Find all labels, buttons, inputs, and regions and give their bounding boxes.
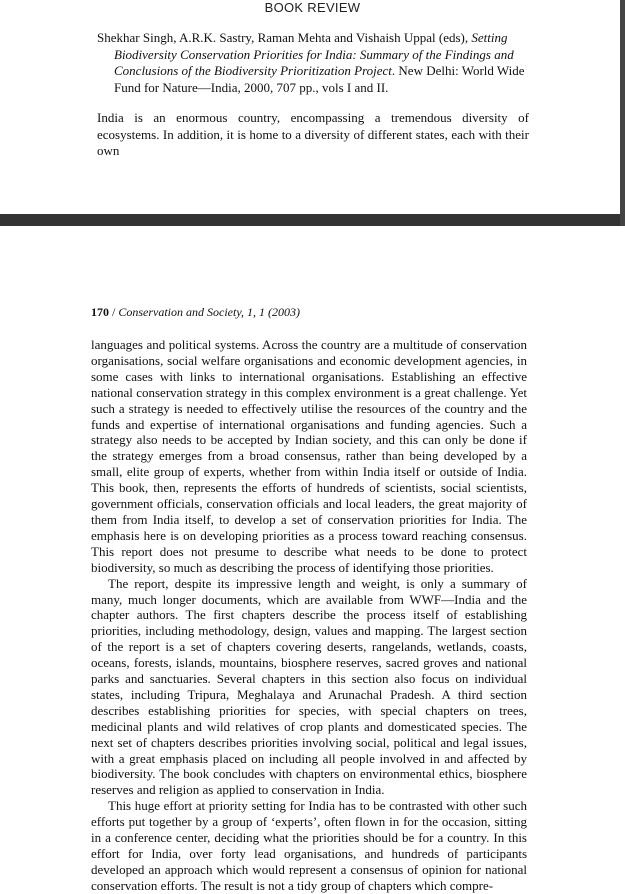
citation-publication: . New Delhi: World Wide Fund for Nature—India, 2000, 707 pp., vols I and II. <box>114 63 525 95</box>
page-one-fragment <box>0 0 625 214</box>
page-folio <box>91 305 300 320</box>
page-separator <box>0 214 625 226</box>
body-paragraph: The report, despite its impressive length and weight, is only a summary of many, much longer documents, which are available from WWF—India and the chapter authors. The first chapters describe the process itself of establishing priorities, including methodology, design, values and mapping. The largest section of the report is a set of chapters covering deserts, rangelands, wetlands, coasts, oceans, forests, islands, mountains, biosphere reserves, sacred groves and national parks and sanctuaries. Several chapters in this section also focus on individual states, including Tripura, Meghalaya and Arunachal Pradesh. A third section describes establishing priorities for species, with special chapters on trees, medicinal plants and wild relatives of crop plants and domesticated species. The next set of chapters describes priorities involving social, political and legal issues, with a great emphasis placed on including all people involved in and affected by biodiversity. The book concludes with chapters on environmental ethics, biosphere reserves and religion as applied to conservation in India. <box>91 575 527 798</box>
running-head: BOOK REVIEW <box>264 0 361 15</box>
body-paragraph: This huge effort at priority setting for India has to be contrasted with other such efforts put together by a group of ‘experts’, often flown in for the occasion, sitting in a conference center, deciding what the priorities should be for a country. In this effort for India, over forty lead organisations, and hundreds of participants developed an approach which would represent a consensus of opinion for national conservation efforts. The result is not a tidy group of chapters which compre- <box>91 798 527 893</box>
journal-citation: Conservation and Society, 1, 1 (2003) <box>118 305 300 319</box>
citation-title: Setting Biodiversity Conservation Priorities for India: Summary of the Findings and Conclusions of the Biodiversity Prioritization Project <box>114 30 514 79</box>
citation-authors: Shekhar Singh, A.R.K. Sastry, Raman Mehta and Vishaish Uppal (eds), <box>97 30 472 45</box>
page-number: 170 <box>91 305 109 319</box>
review-body <box>91 337 527 894</box>
scrollbar-edge <box>620 0 625 226</box>
opening-paragraph: India is an enormous country, encompassing a tremendous diversity of ecosystems. In addition, it is home to a diversity of different states, each with their own <box>97 110 529 158</box>
book-citation <box>97 30 529 96</box>
body-paragraph: languages and political systems. Across the country are a multitude of conservation organisations, social welfare organisations and economic development agencies, in some cases with links to international organisations. Establishing an effective national conservation strategy in this complex environment is a great challenge. Yet such a strategy is needed to effectively utilise the resources of the country and the funds and expertise of international organisations and funding agencies. Such a strategy also needs to be accepted by Indian society, and this can only be done if the strategy emerges from a broad consensus, rather than being developed by a small, elite group of experts, whether from within India itself or outside of India. This book, then, represents the efforts of hundreds of scientists, social scientists, government officials, conservation officials and local leaders, the great majority of them from India itself, to develop a set of conservation priorities for India. The emphasis here is on developing priorities as a process toward reaching consensus. This report does not presume to describe what needs to be done to protect biodiversity, so much as describing the process of identifying those priorities. <box>91 337 527 575</box>
folio-separator: / <box>109 305 119 319</box>
page-two <box>0 226 625 894</box>
